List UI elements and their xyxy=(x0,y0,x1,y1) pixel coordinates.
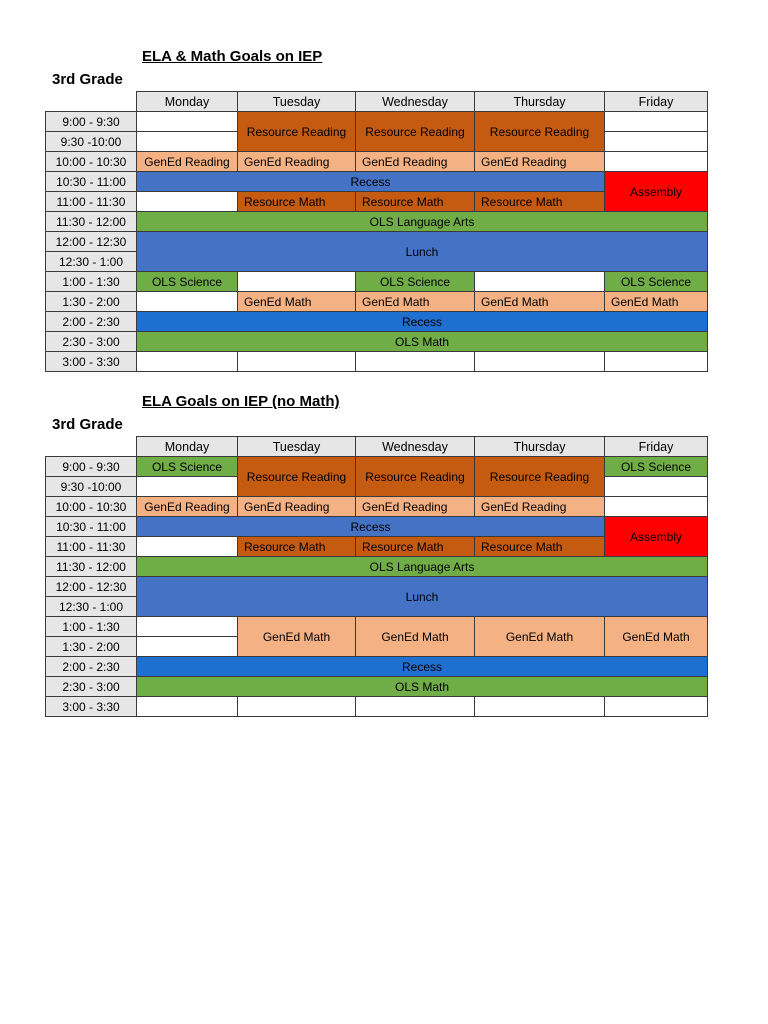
schedule-1-title: ELA & Math Goals on IEP xyxy=(142,48,323,65)
schedule-2-grade: 3rd Grade xyxy=(52,416,123,433)
table-row xyxy=(46,517,708,537)
empty-cell xyxy=(137,192,238,212)
time-label: 1:30 - 2:00 xyxy=(46,292,137,312)
time-label: 12:30 - 1:00 xyxy=(46,597,137,617)
ols-science-cell: OLS Science xyxy=(137,457,238,477)
table-row xyxy=(46,557,708,577)
empty-cell xyxy=(137,352,238,372)
table-row xyxy=(46,577,708,597)
time-label: 11:00 - 11:30 xyxy=(46,192,137,212)
gened-reading-cell: GenEd Reading xyxy=(238,497,356,517)
gened-math-cell: GenEd Math xyxy=(356,292,475,312)
resource-math-cell: Resource Math xyxy=(238,192,356,212)
empty-cell xyxy=(238,272,356,292)
day-header: Tuesday xyxy=(238,92,356,112)
table-row xyxy=(46,352,708,372)
time-label: 12:30 - 1:00 xyxy=(46,252,137,272)
day-header: Thursday xyxy=(475,92,605,112)
time-label: 2:30 - 3:00 xyxy=(46,677,137,697)
empty-cell xyxy=(356,697,475,717)
time-label: 10:00 - 10:30 xyxy=(46,497,137,517)
resource-reading-cell: Resource Reading xyxy=(475,112,605,152)
day-header: Wednesday xyxy=(356,92,475,112)
lunch-cell: Lunch xyxy=(137,232,708,272)
ols-math-cell: OLS Math xyxy=(137,332,708,352)
empty-cell xyxy=(605,112,708,132)
time-label: 12:00 - 12:30 xyxy=(46,232,137,252)
corner-cell xyxy=(46,92,137,112)
schedule-1-table xyxy=(45,91,708,372)
time-label: 9:00 - 9:30 xyxy=(46,112,137,132)
empty-cell xyxy=(137,637,238,657)
ols-science-cell: OLS Science xyxy=(137,272,238,292)
time-label: 10:30 - 11:00 xyxy=(46,517,137,537)
table-row xyxy=(46,292,708,312)
empty-cell xyxy=(137,292,238,312)
time-label: 9:00 - 9:30 xyxy=(46,457,137,477)
recess-cell: Recess xyxy=(137,657,708,677)
time-label: 3:00 - 3:30 xyxy=(46,697,137,717)
table-row xyxy=(46,497,708,517)
ols-language-arts-cell: OLS Language Arts xyxy=(137,557,708,577)
empty-cell xyxy=(137,537,238,557)
time-label: 9:30 -10:00 xyxy=(46,132,137,152)
time-label: 11:30 - 12:00 xyxy=(46,557,137,577)
day-header: Monday xyxy=(137,92,238,112)
time-label: 10:30 - 11:00 xyxy=(46,172,137,192)
time-label: 9:30 -10:00 xyxy=(46,477,137,497)
ols-science-cell: OLS Science xyxy=(605,272,708,292)
resource-math-cell: Resource Math xyxy=(356,192,475,212)
gened-reading-cell: GenEd Reading xyxy=(137,152,238,172)
time-label: 2:00 - 2:30 xyxy=(46,657,137,677)
table-row xyxy=(46,272,708,292)
gened-reading-cell: GenEd Reading xyxy=(475,497,605,517)
table-row xyxy=(46,677,708,697)
ols-language-arts-cell: OLS Language Arts xyxy=(137,212,708,232)
day-header: Friday xyxy=(605,437,708,457)
time-label: 2:00 - 2:30 xyxy=(46,312,137,332)
empty-cell xyxy=(605,352,708,372)
resource-reading-cell: Resource Reading xyxy=(238,457,356,497)
table-row xyxy=(46,657,708,677)
time-label: 11:00 - 11:30 xyxy=(46,537,137,557)
table-row xyxy=(46,457,708,477)
empty-cell xyxy=(475,272,605,292)
gened-math-cell: GenEd Math xyxy=(356,617,475,657)
empty-cell xyxy=(605,697,708,717)
table-row xyxy=(46,172,708,192)
recess-cell: Recess xyxy=(137,172,605,192)
schedule-2-title: ELA Goals on IEP (no Math) xyxy=(142,393,340,410)
assembly-cell: Assembly xyxy=(605,517,708,557)
time-label: 10:00 - 10:30 xyxy=(46,152,137,172)
day-header: Wednesday xyxy=(356,437,475,457)
time-label: 1:30 - 2:00 xyxy=(46,637,137,657)
empty-cell xyxy=(356,352,475,372)
corner-cell xyxy=(46,437,137,457)
header-row xyxy=(46,437,708,457)
table-row xyxy=(46,212,708,232)
empty-cell xyxy=(137,617,238,637)
gened-reading-cell: GenEd Reading xyxy=(356,497,475,517)
empty-cell xyxy=(605,477,708,497)
assembly-cell: Assembly xyxy=(605,172,708,212)
table-row xyxy=(46,232,708,252)
empty-cell xyxy=(238,352,356,372)
gened-reading-cell: GenEd Reading xyxy=(356,152,475,172)
gened-math-cell: GenEd Math xyxy=(238,617,356,657)
time-label: 1:00 - 1:30 xyxy=(46,617,137,637)
lunch-cell: Lunch xyxy=(137,577,708,617)
table-row xyxy=(46,312,708,332)
day-header: Thursday xyxy=(475,437,605,457)
recess-cell: Recess xyxy=(137,517,605,537)
empty-cell xyxy=(137,477,238,497)
gened-math-cell: GenEd Math xyxy=(605,617,708,657)
resource-math-cell: Resource Math xyxy=(238,537,356,557)
gened-math-cell: GenEd Math xyxy=(475,617,605,657)
empty-cell xyxy=(605,132,708,152)
empty-cell xyxy=(475,697,605,717)
table-row xyxy=(46,332,708,352)
time-label: 3:00 - 3:30 xyxy=(46,352,137,372)
ols-science-cell: OLS Science xyxy=(356,272,475,292)
time-label: 12:00 - 12:30 xyxy=(46,577,137,597)
header-row xyxy=(46,92,708,112)
resource-reading-cell: Resource Reading xyxy=(356,112,475,152)
recess-cell: Recess xyxy=(137,312,708,332)
empty-cell xyxy=(137,132,238,152)
day-header: Friday xyxy=(605,92,708,112)
table-row xyxy=(46,697,708,717)
schedule-1-grade: 3rd Grade xyxy=(52,71,123,88)
ols-science-cell: OLS Science xyxy=(605,457,708,477)
gened-math-cell: GenEd Math xyxy=(605,292,708,312)
table-row xyxy=(46,617,708,637)
resource-math-cell: Resource Math xyxy=(475,537,605,557)
time-label: 1:00 - 1:30 xyxy=(46,272,137,292)
resource-math-cell: Resource Math xyxy=(475,192,605,212)
empty-cell xyxy=(475,352,605,372)
resource-reading-cell: Resource Reading xyxy=(356,457,475,497)
time-label: 11:30 - 12:00 xyxy=(46,212,137,232)
empty-cell xyxy=(605,152,708,172)
day-header: Tuesday xyxy=(238,437,356,457)
gened-reading-cell: GenEd Reading xyxy=(475,152,605,172)
empty-cell xyxy=(137,697,238,717)
gened-reading-cell: GenEd Reading xyxy=(137,497,238,517)
schedule-2-table xyxy=(45,436,708,717)
day-header: Monday xyxy=(137,437,238,457)
gened-math-cell: GenEd Math xyxy=(238,292,356,312)
time-label: 2:30 - 3:00 xyxy=(46,332,137,352)
table-row xyxy=(46,112,708,132)
table-row xyxy=(46,152,708,172)
gened-reading-cell: GenEd Reading xyxy=(238,152,356,172)
resource-reading-cell: Resource Reading xyxy=(475,457,605,497)
empty-cell xyxy=(137,112,238,132)
ols-math-cell: OLS Math xyxy=(137,677,708,697)
resource-math-cell: Resource Math xyxy=(356,537,475,557)
resource-reading-cell: Resource Reading xyxy=(238,112,356,152)
empty-cell xyxy=(605,497,708,517)
empty-cell xyxy=(238,697,356,717)
gened-math-cell: GenEd Math xyxy=(475,292,605,312)
